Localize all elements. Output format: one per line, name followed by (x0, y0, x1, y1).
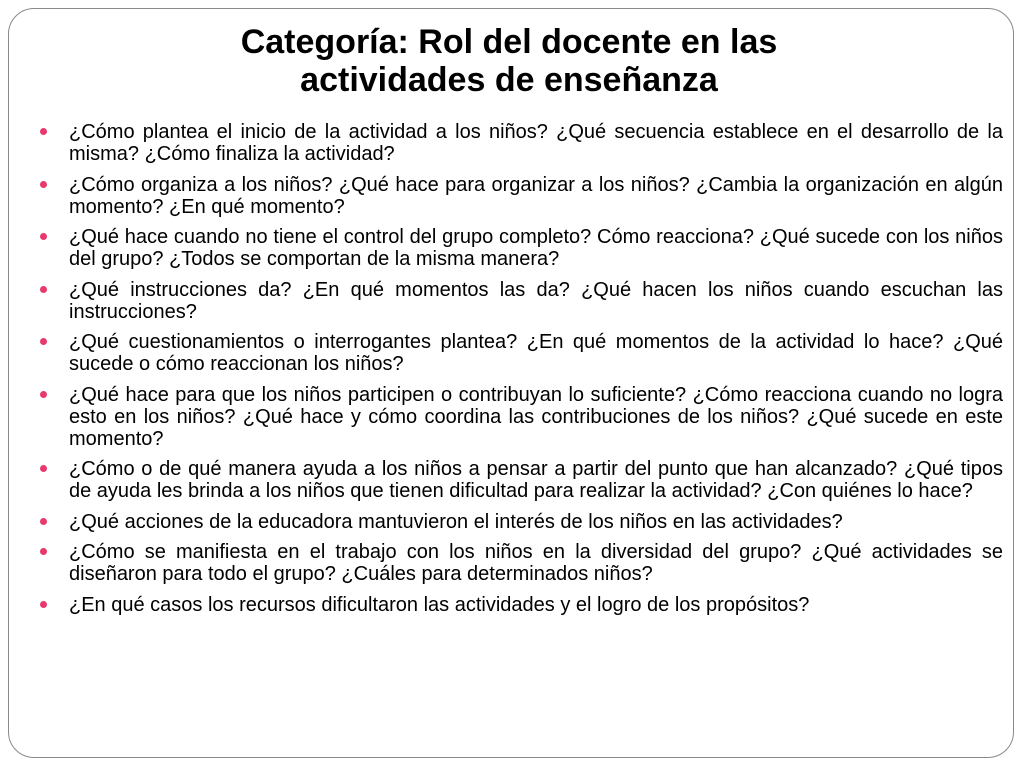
bullet-dot-icon (40, 338, 47, 345)
bullet-dot-icon (40, 128, 47, 135)
list-item-text: ¿Cómo o de qué manera ayuda a los niños a pensar a partir del punto que han alcanzado? ¿Qué tipos de ayuda les brinda a los niños que tienen dificultad para realizar la actividad? ¿Con quiénes lo hace? (69, 458, 1003, 502)
list-item (69, 226, 1003, 270)
list-item (69, 541, 1003, 585)
slide-title-line-2: actividades de enseñanza (300, 61, 718, 99)
list-item-text: ¿Cómo se manifiesta en el trabajo con los niños en la diversidad del grupo? ¿Qué actividades se diseñaron para todo el grupo? ¿Cuáles para determinados niños? (69, 541, 1003, 585)
bullet-dot-icon (40, 465, 47, 472)
bullet-dot-icon (40, 233, 47, 240)
slide-frame (8, 8, 1014, 758)
list-item-text: ¿Qué hace para que los niños participen o contribuyan lo suficiente? ¿Cómo reacciona cuando no logra esto en los niños? ¿Qué hace y cómo coordina las contribuciones de los niños? ¿Qué sucede en este momento? (69, 383, 1003, 450)
bullet-dot-icon (40, 181, 47, 188)
bullet-dot-icon (40, 548, 47, 555)
list-item-text: ¿Cómo organiza a los niños? ¿Qué hace para organizar a los niños? ¿Cambia la organización en algún momento? ¿En qué momento? (69, 173, 1003, 218)
list-item-text: ¿Qué cuestionamientos o interrogantes plantea? ¿En qué momentos de la actividad lo hace? ¿Qué sucede o cómo reaccionan los niños? (69, 331, 1003, 375)
bullet-dot-icon (40, 286, 47, 293)
list-item (69, 331, 1003, 375)
list-item-text: ¿Cómo plantea el inicio de la actividad a los niños? ¿Qué secuencia establece en el desarrollo de la misma? ¿Cómo finaliza la actividad? (69, 121, 1003, 165)
list-item-text: ¿Qué acciones de la educadora mantuvieron el interés de los niños en las actividades? (69, 510, 843, 533)
list-item-text: ¿En qué casos los recursos dificultaron las actividades y el logro de los propósitos? (69, 593, 810, 616)
slide-title (159, 23, 859, 99)
question-list (69, 121, 1003, 624)
bullet-dot-icon (40, 601, 47, 608)
list-item (69, 121, 1003, 165)
list-item (69, 458, 1003, 502)
list-item-text: ¿Qué instrucciones da? ¿En qué momentos las da? ¿Qué hacen los niños cuando escuchan las instrucciones? (69, 278, 1003, 323)
bullet-dot-icon (40, 518, 47, 525)
list-item (69, 174, 1003, 218)
bullet-dot-icon (40, 391, 47, 398)
list-item (69, 384, 1003, 450)
slide-title-line-1: Categoría: Rol del docente en las (240, 23, 778, 61)
list-item (69, 594, 1003, 616)
list-item (69, 279, 1003, 323)
list-item-text: ¿Qué hace cuando no tiene el control del grupo completo? Cómo reacciona? ¿Qué sucede con los niños del grupo? ¿Todos se comportan de la misma manera? (69, 226, 1003, 270)
list-item (69, 511, 1003, 533)
